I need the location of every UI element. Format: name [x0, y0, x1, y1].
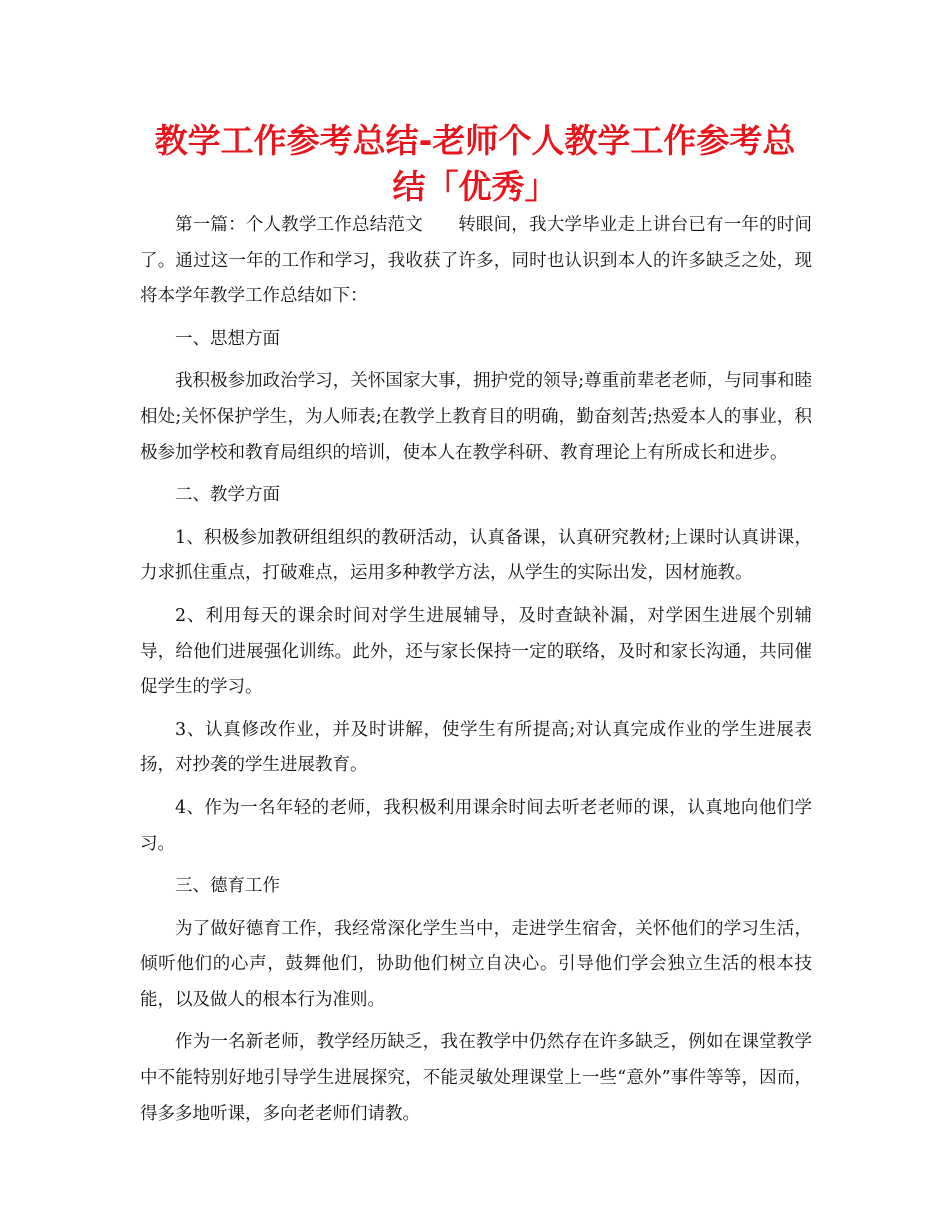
- paragraph-teaching-2: 2、利用每天的课余时间对学生进展辅导，及时查缺补漏，对学困生进展个别辅导，给他们进展强化训练。此外，还与家长保持一定的联络，及时和家长沟通，共同催促学生的学习。: [140, 605, 812, 698]
- document-body: [140, 208, 812, 1132]
- paragraph-teaching-1: 1、积极参加教研组组织的教研活动，认真备课，认真研究教材;上课时认真讲课，力求抓住重点，打破难点，运用多种教学方法，从学生的实际出发，因材施教。: [140, 527, 812, 584]
- section-heading-moral: 三、德育工作: [175, 876, 280, 897]
- paragraph-teaching-4: 4、作为一名年轻的老师，我积极利用课余时间去听老老师的课，认真地向他们学习。: [140, 797, 812, 854]
- paragraph-moral: 为了做好德育工作，我经常深化学生当中，走进学生宿舍，关怀他们的学习生活，倾听他们的心声，鼓舞他们，协助他们树立自决心。引导他们学会独立生活的根本技能，以及做人的根本行为准则。: [140, 918, 812, 1010]
- paragraph-teaching-3: 3、认真修改作业，并及时讲解，使学生有所提高;对认真完成作业的学生进展表扬，对抄袭的学生进展教育。: [140, 719, 812, 776]
- document-title: 教学工作参考总结-老师个人教学工作参考总结「优秀」: [154, 121, 796, 206]
- section-heading-thought: 一、思想方面: [175, 328, 280, 349]
- paragraph-thought: 我积极参加政治学习，关怀国家大事，拥护党的领导;尊重前辈老老师，与同事和睦相处;关怀保护学生，为人师表;在教学上教育目的明确，勤奋刻苦;热爱本人的事业，积极参加学校和教育局组织的培训，使本人在教学科研、教育理论上有所成长和进步。: [140, 371, 812, 463]
- paragraph-conclusion: 作为一名新老师，教学经历缺乏，我在教学中仍然存在许多缺乏，例如在课堂教学中不能特别好地引导学生进展探究，不能灵敏处理课堂上一些“意外”事件等等，因而，得多多地听课，多向老老师们请教。: [140, 1032, 812, 1124]
- section-heading-teaching: 二、教学方面: [175, 485, 280, 506]
- paragraph-intro: 第一篇：个人教学工作总结范文 转眼间，我大学毕业走上讲台已有一年的时间了。通过这一年的工作和学习，我收获了许多，同时也认识到本人的许多缺乏之处，现将本学年教学工作总结如下：: [140, 215, 812, 307]
